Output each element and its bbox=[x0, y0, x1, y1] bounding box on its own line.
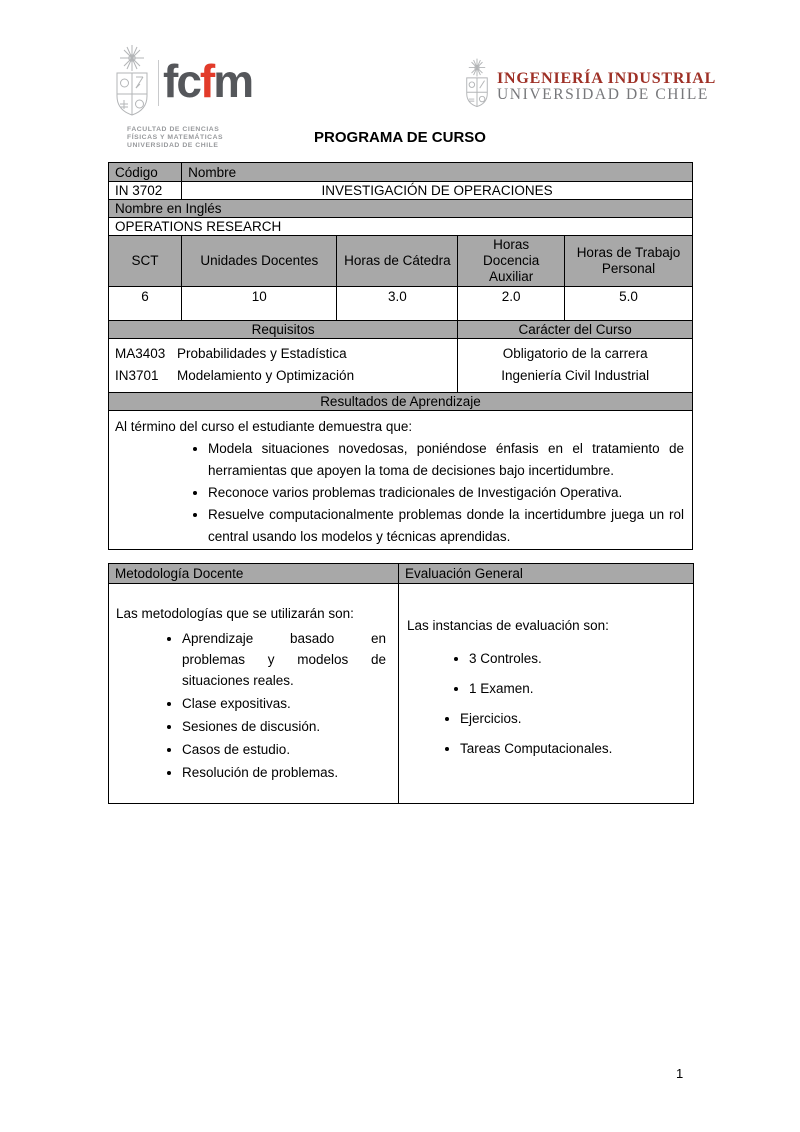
nombre-value: INVESTIGACIÓN DE OPERACIONES bbox=[182, 182, 693, 200]
nombre-ingles-value: OPERATIONS RESEARCH bbox=[109, 218, 693, 236]
metodologia-bullet-3: • Sesiones de discusión. bbox=[182, 716, 390, 737]
evaluacion-bullet-1: • 3 Controles. bbox=[469, 650, 685, 668]
ii-logo-line1: INGENIERÍA INDUSTRIAL bbox=[497, 70, 717, 87]
fcfm-caption-line-3: UNIVERSIDAD DE CHILE bbox=[127, 142, 219, 149]
requisito-row-2 bbox=[115, 365, 451, 387]
horas-trabajo-personal-value: 5.0 bbox=[564, 287, 692, 321]
sct-value: 6 bbox=[109, 287, 182, 321]
horas-docencia-auxiliar-header: Horas Docencia Auxiliar bbox=[458, 236, 565, 287]
caracter-curso-cell bbox=[458, 339, 693, 393]
resultados-intro: Al término del curso el estudiante demuestra que: bbox=[115, 419, 413, 434]
requisito-name-1: Probabilidades y Estadística bbox=[177, 346, 347, 361]
course-info-table bbox=[108, 162, 693, 550]
metodologia-bullet-2: • Clase expositivas. bbox=[182, 693, 390, 714]
horas-catedra-header: Horas de Cátedra bbox=[337, 236, 458, 287]
fcfm-wordmark bbox=[163, 55, 253, 107]
evaluacion-bullet-4: • Tareas Computacionales. bbox=[460, 740, 685, 758]
metodologia-bullet-list bbox=[116, 628, 390, 783]
resultados-bullet-1: • Modela situaciones novedosas, poniéndose énfasis en el tratamiento de herramientas que apoyen la toma de decisiones bajo incertidumbre. bbox=[208, 438, 686, 482]
fcfm-letter-f1: f bbox=[163, 55, 177, 107]
resultados-bullet-2: • Reconoce varios problemas tradicionales de Investigación Operativa. bbox=[208, 482, 686, 504]
fcfm-letter-m: m bbox=[213, 55, 253, 107]
fcfm-caption-line-2: FÍSICAS Y MATEMÁTICAS bbox=[127, 134, 224, 141]
horas-catedra-value: 3.0 bbox=[337, 287, 458, 321]
university-crest-icon bbox=[112, 44, 152, 120]
logo-divider bbox=[158, 60, 159, 106]
university-crest-small-icon bbox=[463, 58, 491, 110]
codigo-header: Código bbox=[109, 163, 182, 182]
page-number: 1 bbox=[676, 1066, 684, 1081]
requisito-code-1: MA3403 bbox=[115, 346, 166, 361]
metodologia-cell bbox=[109, 584, 399, 804]
ingenieria-industrial-logo bbox=[463, 58, 716, 110]
resultados-bullet-3: • Resuelve computacionalmente problemas donde la incertidumbre juega un rol central usando los modelos y técnicas aprendidas. bbox=[208, 504, 686, 548]
metodologia-intro: Las metodologías que se utilizarán son: bbox=[116, 606, 354, 621]
fcfm-letter-f2-red: f bbox=[199, 55, 214, 107]
evaluacion-general-header: Evaluación General bbox=[399, 564, 694, 584]
evaluacion-bullet-3: • Ejercicios. bbox=[460, 710, 685, 728]
page-title: PROGRAMA DE CURSO bbox=[314, 129, 486, 146]
metodologia-docente-header: Metodología Docente bbox=[109, 564, 399, 584]
requisitos-cell bbox=[109, 339, 458, 393]
horas-docencia-auxiliar-value: 2.0 bbox=[458, 287, 565, 321]
codigo-value: IN 3702 bbox=[109, 182, 182, 200]
metodologia-bullet-5: • Resolución de problemas. bbox=[182, 762, 390, 783]
nombre-header: Nombre bbox=[182, 163, 693, 182]
requisito-row-1 bbox=[115, 343, 451, 365]
unidades-docentes-header: Unidades Docentes bbox=[182, 236, 337, 287]
caracter-line-2: Ingeniería Civil Industrial bbox=[501, 368, 650, 383]
caracter-curso-header: Carácter del Curso bbox=[458, 321, 693, 339]
fcfm-letter-c: c bbox=[176, 55, 200, 107]
ii-logo-line2: UNIVERSIDAD DE CHILE bbox=[497, 86, 709, 103]
resultados-bullet-list bbox=[115, 438, 686, 548]
caracter-line-1: Obligatorio de la carrera bbox=[502, 346, 648, 361]
nombre-ingles-header: Nombre en Inglés bbox=[109, 200, 693, 218]
evaluacion-cell bbox=[399, 584, 694, 804]
requisito-name-2: Modelamiento y Optimización bbox=[177, 368, 355, 383]
unidades-docentes-value: 10 bbox=[182, 287, 337, 321]
evaluacion-intro: Las instancias de evaluación son: bbox=[407, 618, 609, 633]
resultados-aprendizaje-cell bbox=[109, 411, 693, 550]
requisitos-header: Requisitos bbox=[109, 321, 458, 339]
evaluacion-bullet-list bbox=[407, 650, 685, 758]
horas-trabajo-personal-header: Horas de Trabajo Personal bbox=[564, 236, 692, 287]
metodologia-bullet-1: • Aprendizaje basado en problemas y modelos de situaciones reales. bbox=[182, 628, 390, 691]
requisito-code-2: IN3701 bbox=[115, 368, 159, 383]
resultados-aprendizaje-header: Resultados de Aprendizaje bbox=[109, 393, 693, 411]
evaluacion-bullet-2: • 1 Examen. bbox=[469, 680, 685, 698]
methodology-evaluation-table bbox=[108, 563, 694, 804]
metodologia-bullet-4: • Casos de estudio. bbox=[182, 739, 390, 760]
sct-header: SCT bbox=[109, 236, 182, 287]
fcfm-caption-line-1: FACULTAD DE CIENCIAS bbox=[127, 126, 220, 133]
